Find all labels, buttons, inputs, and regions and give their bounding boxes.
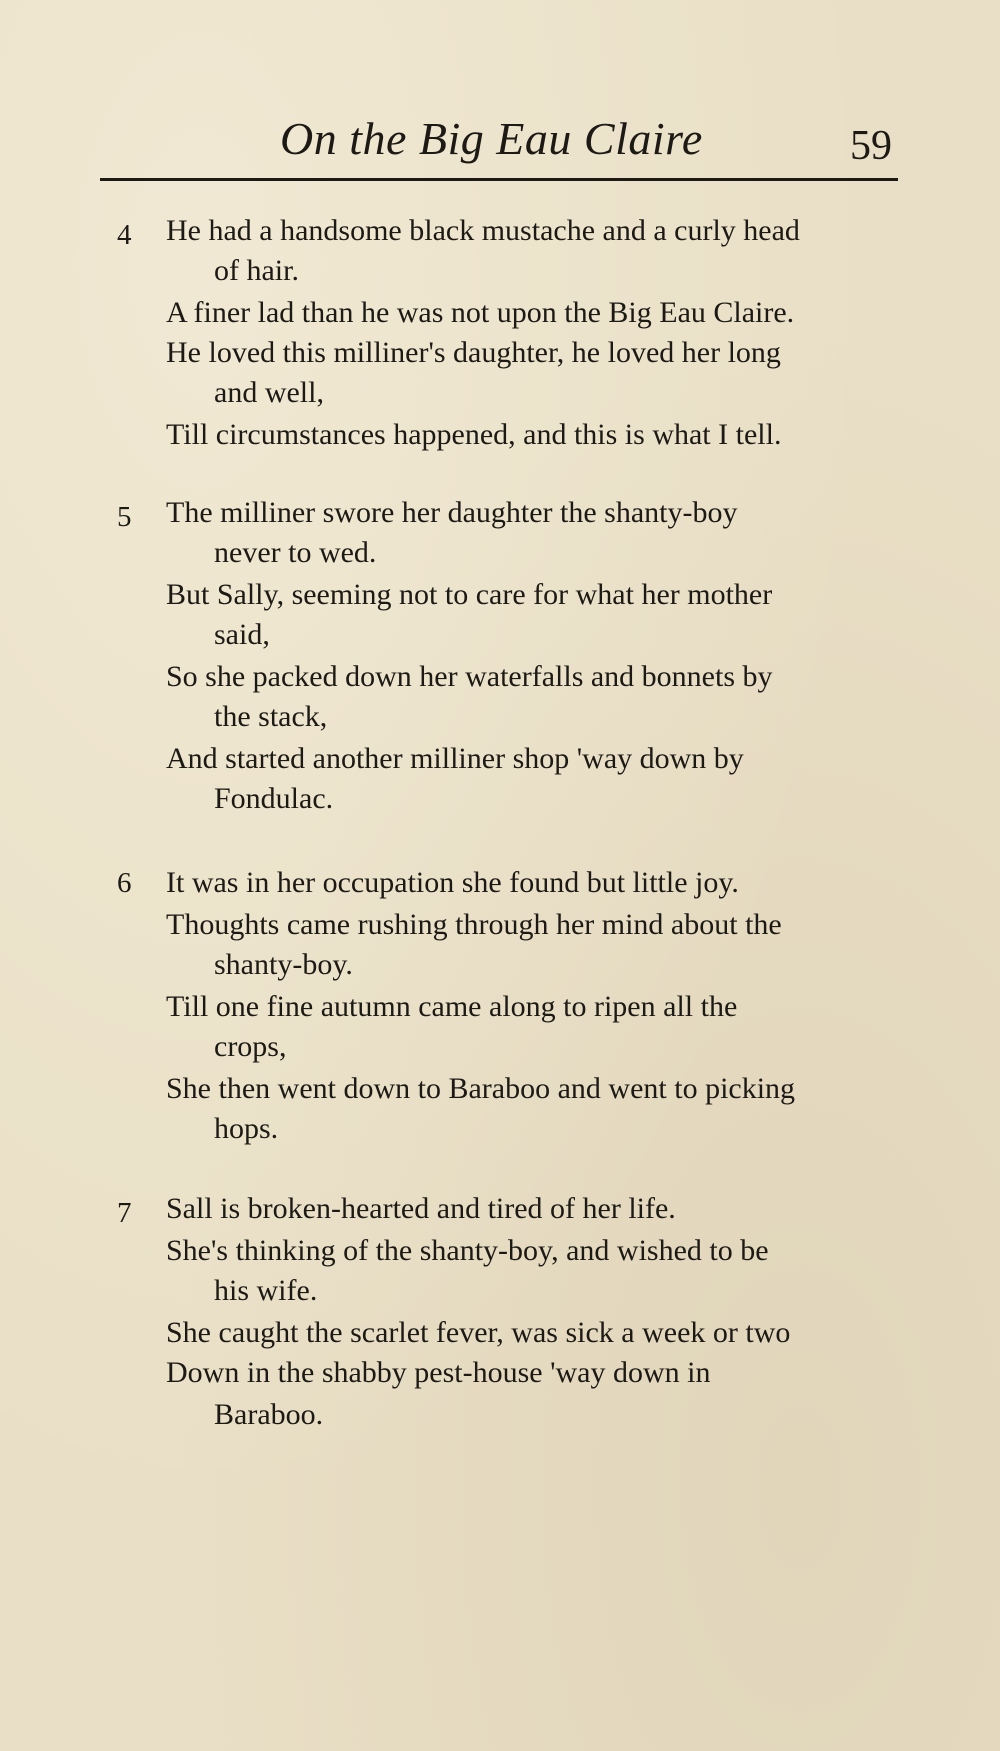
verse-line: Sall is broken-hearted and tired of her life. — [166, 1192, 676, 1225]
verse-line: said, — [214, 618, 270, 651]
header-rule — [100, 178, 898, 181]
verse-line: and well, — [214, 376, 324, 409]
verse-line: But Sally, seeming not to care for what her mother — [166, 578, 773, 611]
verse-line: The milliner swore her daughter the shanty-boy — [166, 496, 738, 529]
verse-line: never to wed. — [214, 536, 377, 569]
verse-line: Fondulac. — [214, 782, 334, 815]
verse-line: Thoughts came rushing through her mind about the — [166, 908, 782, 941]
verse-line: of hair. — [214, 254, 299, 287]
verse-line: She then went down to Baraboo and went to picking — [166, 1072, 796, 1105]
verse-line: She caught the scarlet fever, was sick a week or two — [166, 1316, 791, 1349]
verse-line: hops. — [214, 1112, 279, 1145]
stanza-number: 5 — [117, 501, 132, 533]
verse-line: She's thinking of the shanty-boy, and wished to be — [166, 1234, 769, 1267]
page-number: 59 — [850, 123, 892, 169]
verse-line: Baraboo. — [214, 1398, 324, 1431]
running-head — [100, 112, 898, 182]
verse-line: Down in the shabby pest-house 'way down in — [166, 1356, 711, 1389]
verse-line: It was in her occupation she found but little joy. — [166, 866, 739, 899]
verse-line: He had a handsome black mustache and a curly head — [166, 214, 800, 247]
verse-line: And started another milliner shop 'way down by — [166, 742, 744, 775]
stanza-number: 6 — [117, 867, 132, 899]
verse-line: crops, — [214, 1030, 287, 1063]
verse-line: his wife. — [214, 1274, 318, 1307]
running-head-title: On the Big Eau Claire — [280, 113, 703, 164]
verse-line: the stack, — [214, 700, 328, 733]
stanza-number: 4 — [117, 219, 132, 251]
verse-line: So she packed down her waterfalls and bonnets by — [166, 660, 773, 693]
verse-line: Till one fine autumn came along to ripen all the — [166, 990, 738, 1023]
verse-line: Till circumstances happened, and this is what I tell. — [166, 418, 782, 451]
verse-line: A finer lad than he was not upon the Big Eau Claire. — [166, 296, 795, 329]
verse-line: He loved this milliner's daughter, he loved her long — [166, 336, 781, 369]
verse-line: shanty-boy. — [214, 948, 353, 981]
stanza-number: 7 — [117, 1197, 132, 1229]
